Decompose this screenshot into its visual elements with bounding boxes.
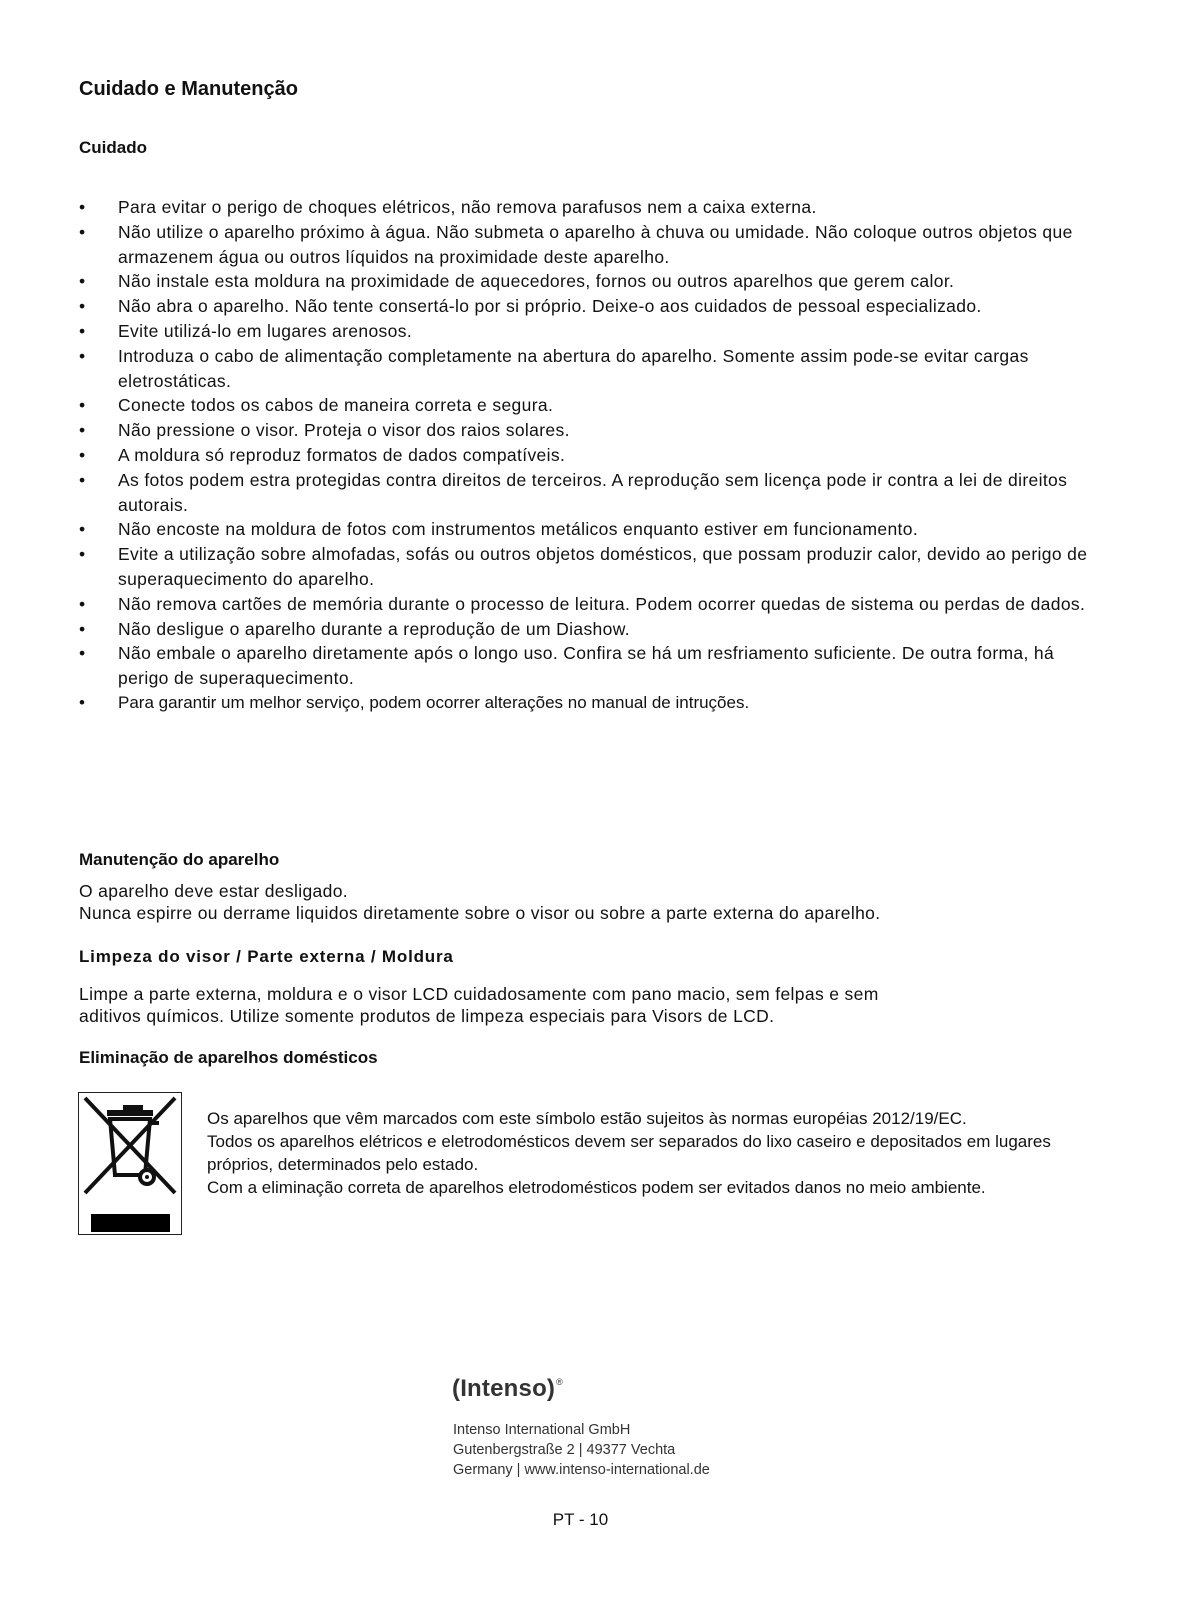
- list-item: • Conecte todos os cabos de maneira correta e segura.: [79, 393, 1089, 418]
- list-item: • Não encoste na moldura de fotos com instrumentos metálicos enquanto estiver em funcionamento.: [79, 517, 1089, 542]
- cleaning-text: [79, 983, 879, 1027]
- bullet-icon: •: [79, 593, 86, 614]
- list-item: • Não embale o aparelho diretamente após o longo uso. Confira se há um resfriamento suficiente. De outra forma, há perigo de superaquecimento.: [79, 643, 1055, 689]
- bullet-icon: •: [79, 692, 85, 712]
- crossed-out-wheelie-bin-icon: [78, 1092, 182, 1235]
- cleaning-heading: Limpeza do visor / Parte externa / Moldura: [79, 947, 454, 966]
- bullet-icon: •: [79, 544, 86, 565]
- maintenance-line: Nunca espirre ou derrame liquidos diretamente sobre o visor ou sobre a parte externa do aparelho.: [79, 903, 881, 923]
- disposal-line: Com a eliminação correta de aparelhos eletrodomésticos podem ser evitados danos no meio ambiente.: [207, 1178, 986, 1197]
- list-item: • Não instale esta moldura na proximidade de aquecedores, fornos ou outros aparelhos que gerem calor.: [79, 269, 1089, 294]
- bullet-icon: •: [79, 395, 86, 416]
- bullet-icon: •: [79, 197, 86, 217]
- list-item: • Evite utilizá-lo em lugares arenosos.: [79, 319, 1089, 344]
- disposal-text: [207, 1107, 1087, 1199]
- bullet-icon: •: [79, 221, 86, 242]
- care-list: [79, 195, 1089, 716]
- bullet-icon: •: [79, 345, 86, 366]
- list-item: • Não pressione o visor. Proteja o visor dos raios solares.: [79, 418, 1089, 443]
- bullet-icon: •: [79, 643, 86, 664]
- address-line: Germany | www.intenso-international.de: [453, 1462, 710, 1478]
- cleaning-line: aditivos químicos. Utilize somente produtos de limpeza especiais para Visors de LCD.: [79, 1006, 775, 1026]
- cleaning-line: Limpe a parte externa, moldura e o visor LCD cuidadosamente com pano macio, sem felpas e sem: [79, 984, 879, 1004]
- bullet-icon: •: [79, 469, 86, 490]
- care-heading: Cuidado: [79, 138, 147, 157]
- bullet-icon: •: [79, 271, 86, 292]
- bullet-icon: •: [79, 519, 86, 540]
- bullet-icon: •: [79, 618, 86, 639]
- page-number: PT - 10: [552, 1510, 609, 1529]
- bullet-icon: •: [79, 420, 86, 441]
- disposal-heading: Eliminação de aparelhos domésticos: [79, 1048, 378, 1067]
- bullet-icon: •: [79, 320, 86, 341]
- maintenance-text: [79, 880, 880, 924]
- list-item: • Não desligue o aparelho durante a reprodução de um Diashow.: [79, 617, 1089, 642]
- company-address: [453, 1420, 710, 1480]
- list-item: • As fotos podem estra protegidas contra direitos de terceiros. A reprodução sem licença pode ir contra a lei de direitos autorais.: [79, 469, 1068, 515]
- address-line: Gutenbergstraße 2 | 49377 Vechta: [453, 1442, 676, 1458]
- disposal-line: Os aparelhos que vêm marcados com este símbolo estão sujeitos às normas européias 2012/19/EC.: [207, 1109, 967, 1128]
- address-line: Intenso International GmbH: [453, 1422, 631, 1438]
- page-title: Cuidado e Manutenção: [79, 78, 298, 100]
- list-item: • Não abra o aparelho. Não tente consertá-lo por si próprio. Deixe-o aos cuidados de pessoal especializado.: [79, 294, 1089, 319]
- logo-wordmark: (Intenso): [452, 1375, 556, 1402]
- list-item: • Para garantir um melhor serviço, podem ocorrer alterações no manual de intruções.: [79, 691, 1089, 716]
- intenso-logo: [452, 1375, 563, 1403]
- bullet-icon: •: [79, 444, 86, 465]
- maintenance-line: O aparelho deve estar desligado.: [79, 881, 349, 901]
- list-item: • A moldura só reproduz formatos de dados compatíveis.: [79, 443, 1089, 468]
- bullet-icon: •: [79, 296, 86, 317]
- list-item: • Não utilize o aparelho próximo à água. Não submeta o aparelho à chuva ou umidade. Não coloque outros objetos que armazenem água ou outros líquidos na proximidade deste aparelho.: [79, 221, 1073, 267]
- list-item: • Não remova cartões de memória durante o processo de leitura. Podem ocorrer quedas de sistema ou perdas de dados.: [79, 592, 1089, 617]
- list-item: • Evite a utilização sobre almofadas, sofás ou outros objetos domésticos, que possam produzir calor, devido ao perigo de superaquecimento do aparelho.: [79, 544, 1088, 589]
- list-item: • Introduza o cabo de alimentação completamente na abertura do aparelho. Somente assim pode-se evitar cargas eletrostáticas.: [79, 345, 1029, 391]
- disposal-line: Todos os aparelhos elétricos e eletrodomésticos devem ser separados do lixo caseiro e depositados em lugares próprios, determinados pelo estado.: [207, 1132, 1051, 1174]
- list-item: • Para evitar o perigo de choques elétricos, não remova parafusos nem a caixa externa.: [79, 195, 1089, 220]
- maintenance-heading: Manutenção do aparelho: [79, 850, 280, 869]
- registered-mark: ®: [556, 1377, 563, 1387]
- wheelie-bin-symbol: [79, 1093, 181, 1234]
